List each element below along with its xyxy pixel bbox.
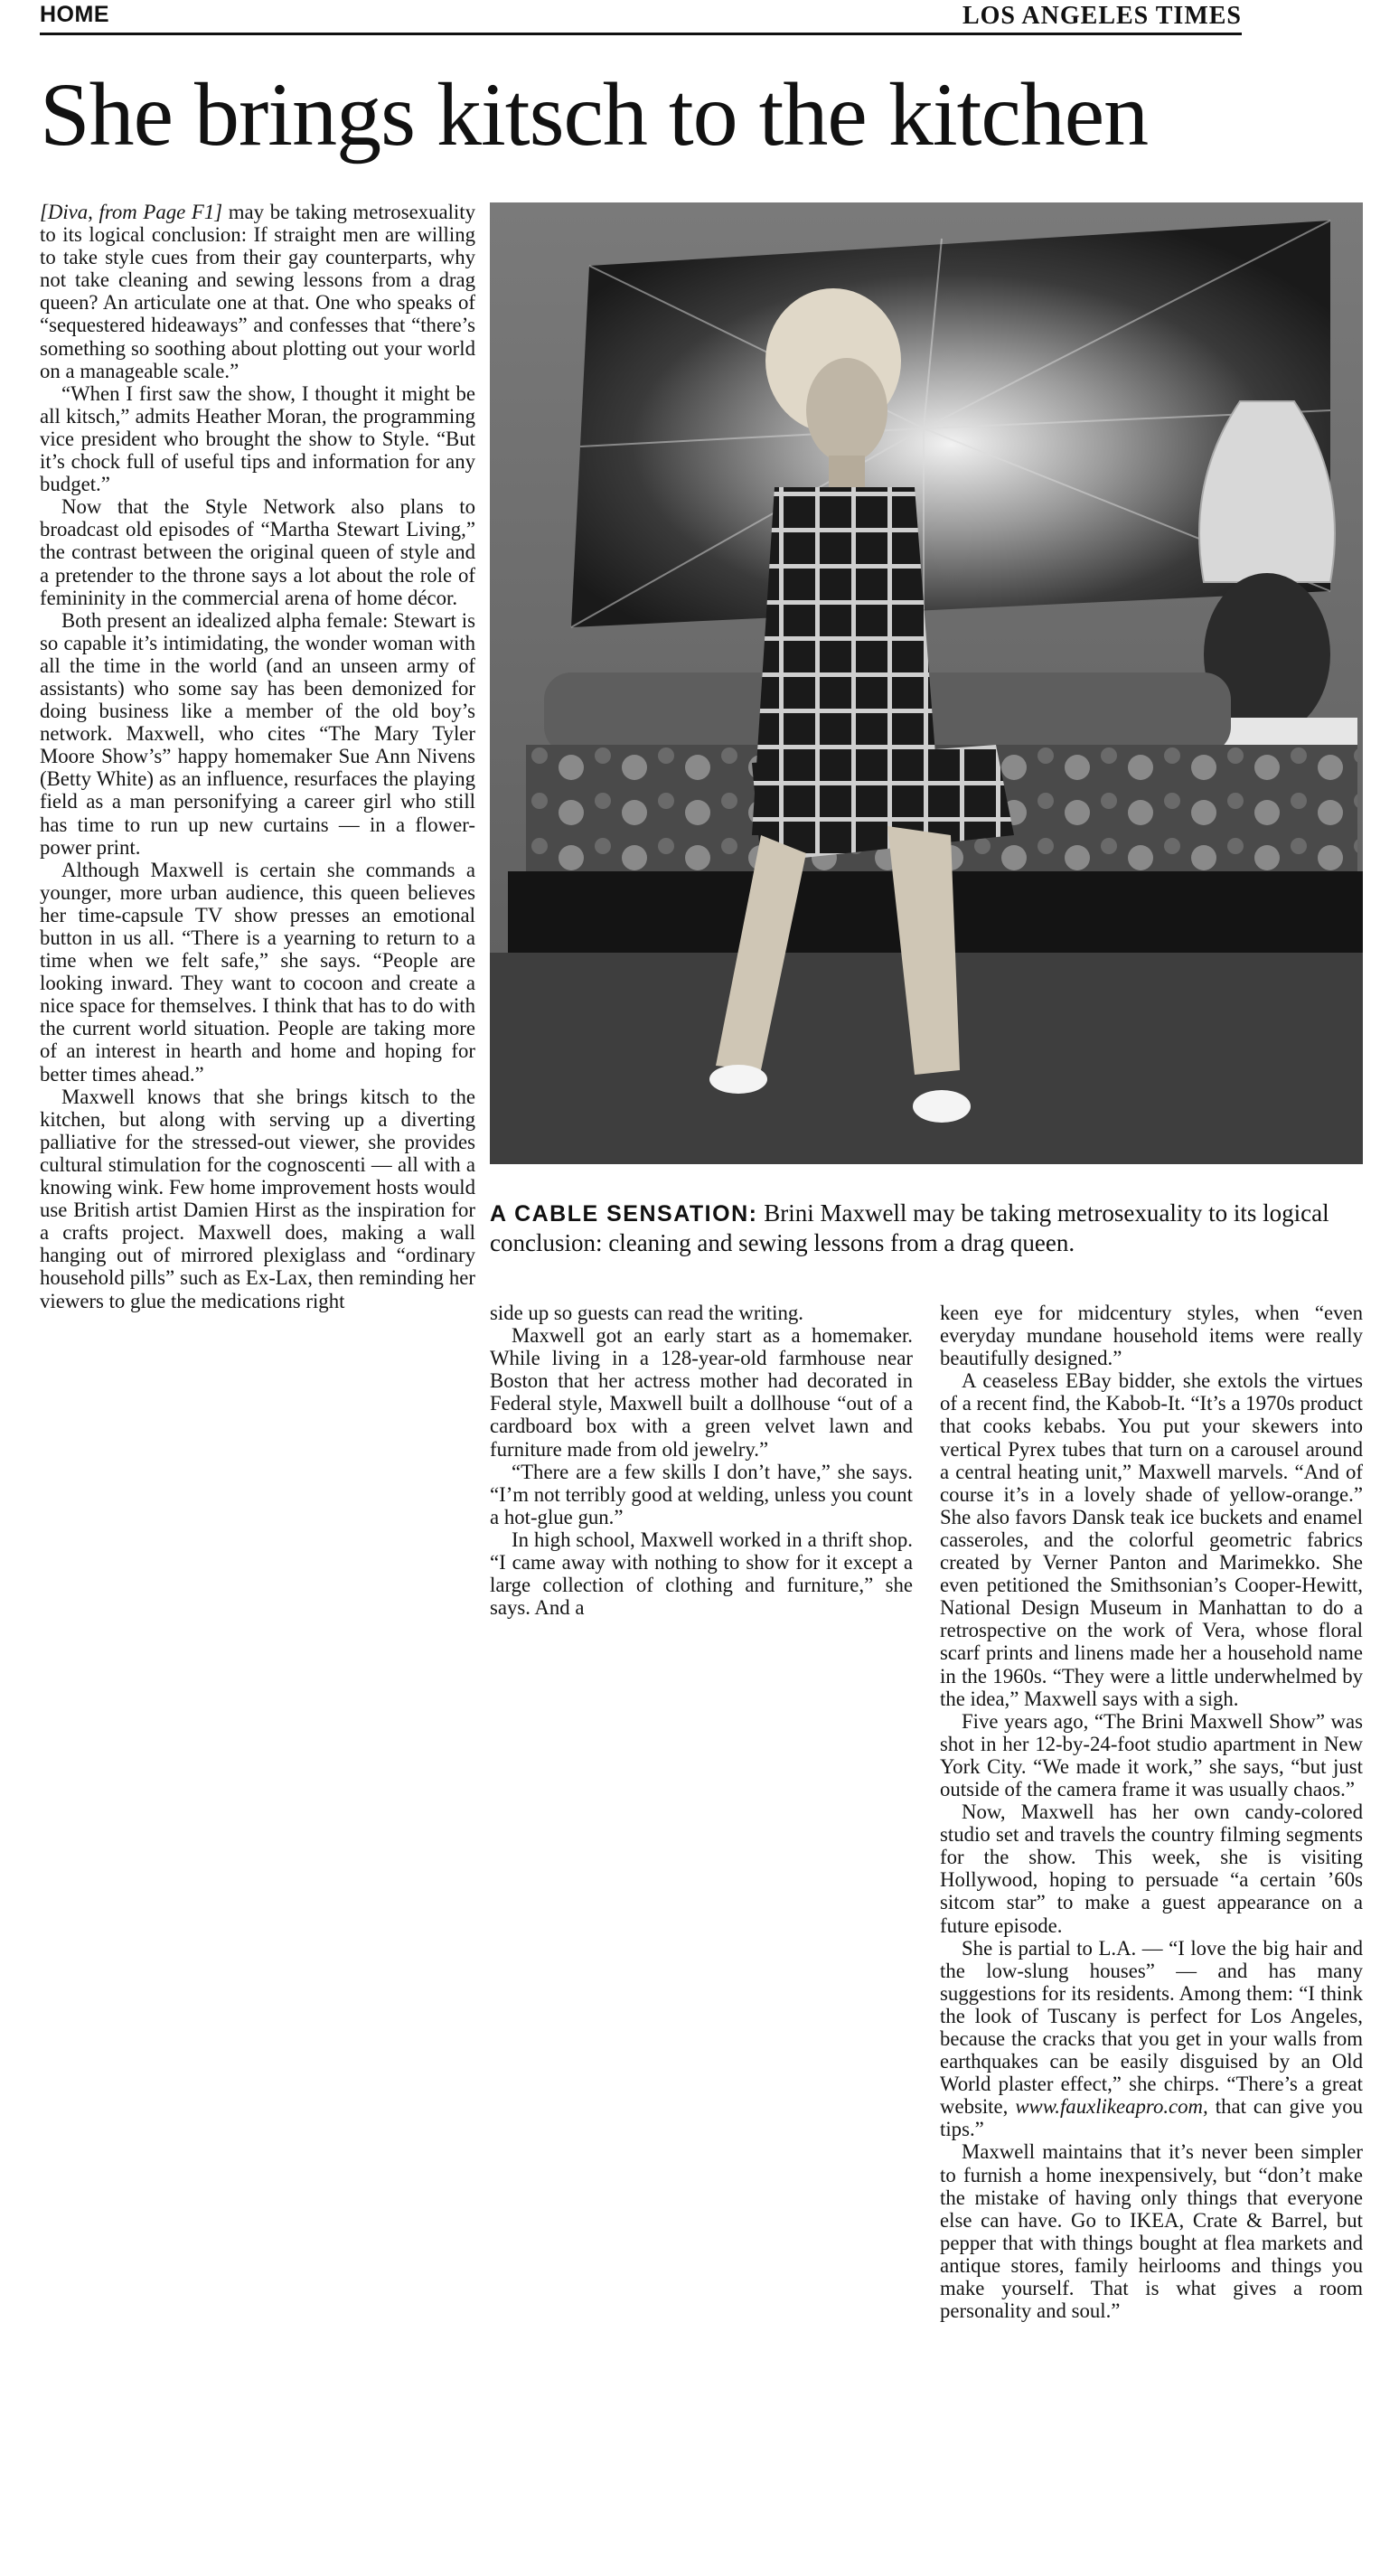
paragraph: Now that the Style Network also plans to broadcast old episodes of “Martha Stewart Living,” the contrast between the original queen of style and a pretender to the throne says a lot about the role of femininity in the commercial arena of home décor.: [40, 495, 475, 609]
paragraph: keen eye for midcentury styles, when “even everyday mundane household items were really beautifully designed.”: [940, 1302, 1363, 1370]
headline: She brings kitsch to the kitchen: [40, 64, 1149, 165]
photo-illustration: [490, 202, 1363, 1164]
header-rule: [40, 33, 1242, 35]
paragraph: Both present an idealized alpha female: Stewart is so capable it’s intimidating, the wonder woman with all the time in the world (and an unseen army of assistants) who some say has been demonized for doing business like a member of the old boy’s network. Maxwell, who cites “The Mary Tyler Moore Show’s” happy homemaker Sue Ann Nivens (Betty White) as an influence, resurfaces the playing field as a man personifying a career girl who still has time to run up new curtains — in a flower-power print.: [40, 608, 475, 859]
publication-name: LOS ANGELES TIMES: [962, 2, 1242, 30]
paragraph: [40, 201, 475, 382]
paragraph: [940, 1937, 1363, 2141]
paragraph: A ceaseless EBay bidder, she extols the virtues of a recent find, the Kabob-It. “It’s a 1970s product that cooks kebabs. You put your skewers into vertical Pyrex tubes that turn on a carousel around a central heating unit,” Maxwell marvels. “And of course it’s in a lovely shade of yellow-orange.” She also favors Dansk teak ice buckets and enamel casseroles, and the colorful geometric fabrics created by Verner Panton and Marimekko. She even petitioned the Smithsonian’s Cooper-Hewitt, National Design Museum in Manhattan to do a retrospective on the work of Vera, whose floral scarf prints and linens made her a household name in the 1960s. “They were a little underwhelmed by the idea,” Maxwell says with a sigh.: [940, 1369, 1363, 1710]
paragraph: side up so guests can read the writing.: [490, 1302, 803, 1324]
paragraph-text: may be taking metrosexuality to its logical conclusion: If straight men are willing to take style cues from their gay counterparts, why not take cleaning and sewing lessons from a drag queen? An articulate one at that. One who speaks of “sequestered hideaways” and confesses that “there’s something so soothing about plotting out your world on a manageable scale.”: [40, 201, 475, 382]
article-column-middle: [490, 1302, 913, 1619]
paragraph: Maxwell knows that she brings kitsch to the kitchen, but along with serving up a diverting palliative for the stressed-out viewer, she provides cultural stimulation for the cognoscenti — all with a knowing wink. Few home improvement hosts would use British artist Damien Hirst as the inspiration for a crafts project. Maxwell does, making a wall hanging out of mirrored plexiglass and “ordinary household pills” such as Ex-Lax, then reminding her viewers to glue the medications right: [40, 1085, 475, 1312]
paragraph: “When I first saw the show, I thought it might be all kitsch,” admits Heather Moran, the programming vice president who brought the show to Style. “But it’s chock full of useful tips and information for any budget.”: [40, 381, 475, 496]
caption-kicker: A CABLE SENSATION:: [490, 1201, 758, 1227]
article-column-left: [40, 201, 475, 1312]
article-column-right: [940, 1302, 1363, 2322]
photo-caption: [490, 1199, 1363, 1257]
paragraph: Maxwell maintains that it’s never been simpler to furnish a home inexpensively, but “don’t make the mistake of having only things that everyone else can have. Go to IKEA, Crate & Barrel, but pepper that with things bought at flea markets and antique stores, family heirlooms and things you make yourself. That is what gives a room personality and soul.”: [940, 2140, 1363, 2323]
paragraph: Although Maxwell is certain she commands a younger, more urban audience, this queen believes her time-capsule TV show presses an emotional button in us all. “There is a yearning to return to a time when we felt safe,” she says. “People are looking inward. They want to cocoon and create a nice space for themselves. I think that has to do with the current world situation. People are taking more of an interest in hearth and home and hoping for better times ahead.”: [40, 858, 475, 1086]
paragraph-text: that can give you tips.”: [940, 2095, 1363, 2141]
paragraph: Now, Maxwell has her own candy-colored studio set and travels the country filming segments for the show. This week, she is visiting Hollywood, hoping to persuade “a certain ’60s sitcom star” to make a guest appearance on a future episode.: [940, 1800, 1363, 1937]
dateline: [Diva, from Page F1]: [40, 201, 223, 223]
paragraph: In high school, Maxwell worked in a thrift shop. “I came away with nothing to show for it except a large collection of clothing and furniture,” she says. And a: [490, 1528, 913, 1620]
paragraph: “There are a few skills I don’t have,” she says. “I’m not terribly good at welding, unless you count a hot-glue gun.”: [490, 1460, 913, 1528]
paragraph: Maxwell got an early start as a homemaker. While living in a 128-year-old farmhouse near Boston that her actress mother had decorated in Federal style, Maxwell built a dollhouse “out of a cardboard box with a green velvet lawn and furniture made from old jewelry.”: [490, 1324, 913, 1461]
article-photo: [490, 202, 1363, 1164]
paragraph-text: She is partial to L.A. — “I love the big hair and the low-slung houses” — and has many suggestions for its residents. Among them: “I think the look of Tuscany is perfect for Los Angeles, because the cracks that you get in your walls from earthquakes can be easily disguised by an Old World plaster effect,” she chirps. “There’s a great website,: [940, 1936, 1363, 2119]
section-label: HOME: [40, 2, 109, 27]
caption-text: Brini Maxwell may be taking metrosexuality to its logical conclusion: cleaning and sewing lessons from a drag queen.: [490, 1199, 1329, 1256]
paragraph: Five years ago, “The Brini Maxwell Show” was shot in her 12-by-24-foot studio apartment in New York City. “We made it work,” she says, “but just outside of the camera frame it was usually chaos.”: [940, 1709, 1363, 1800]
website-url: www.fauxlikeapro.com,: [1015, 2095, 1208, 2119]
